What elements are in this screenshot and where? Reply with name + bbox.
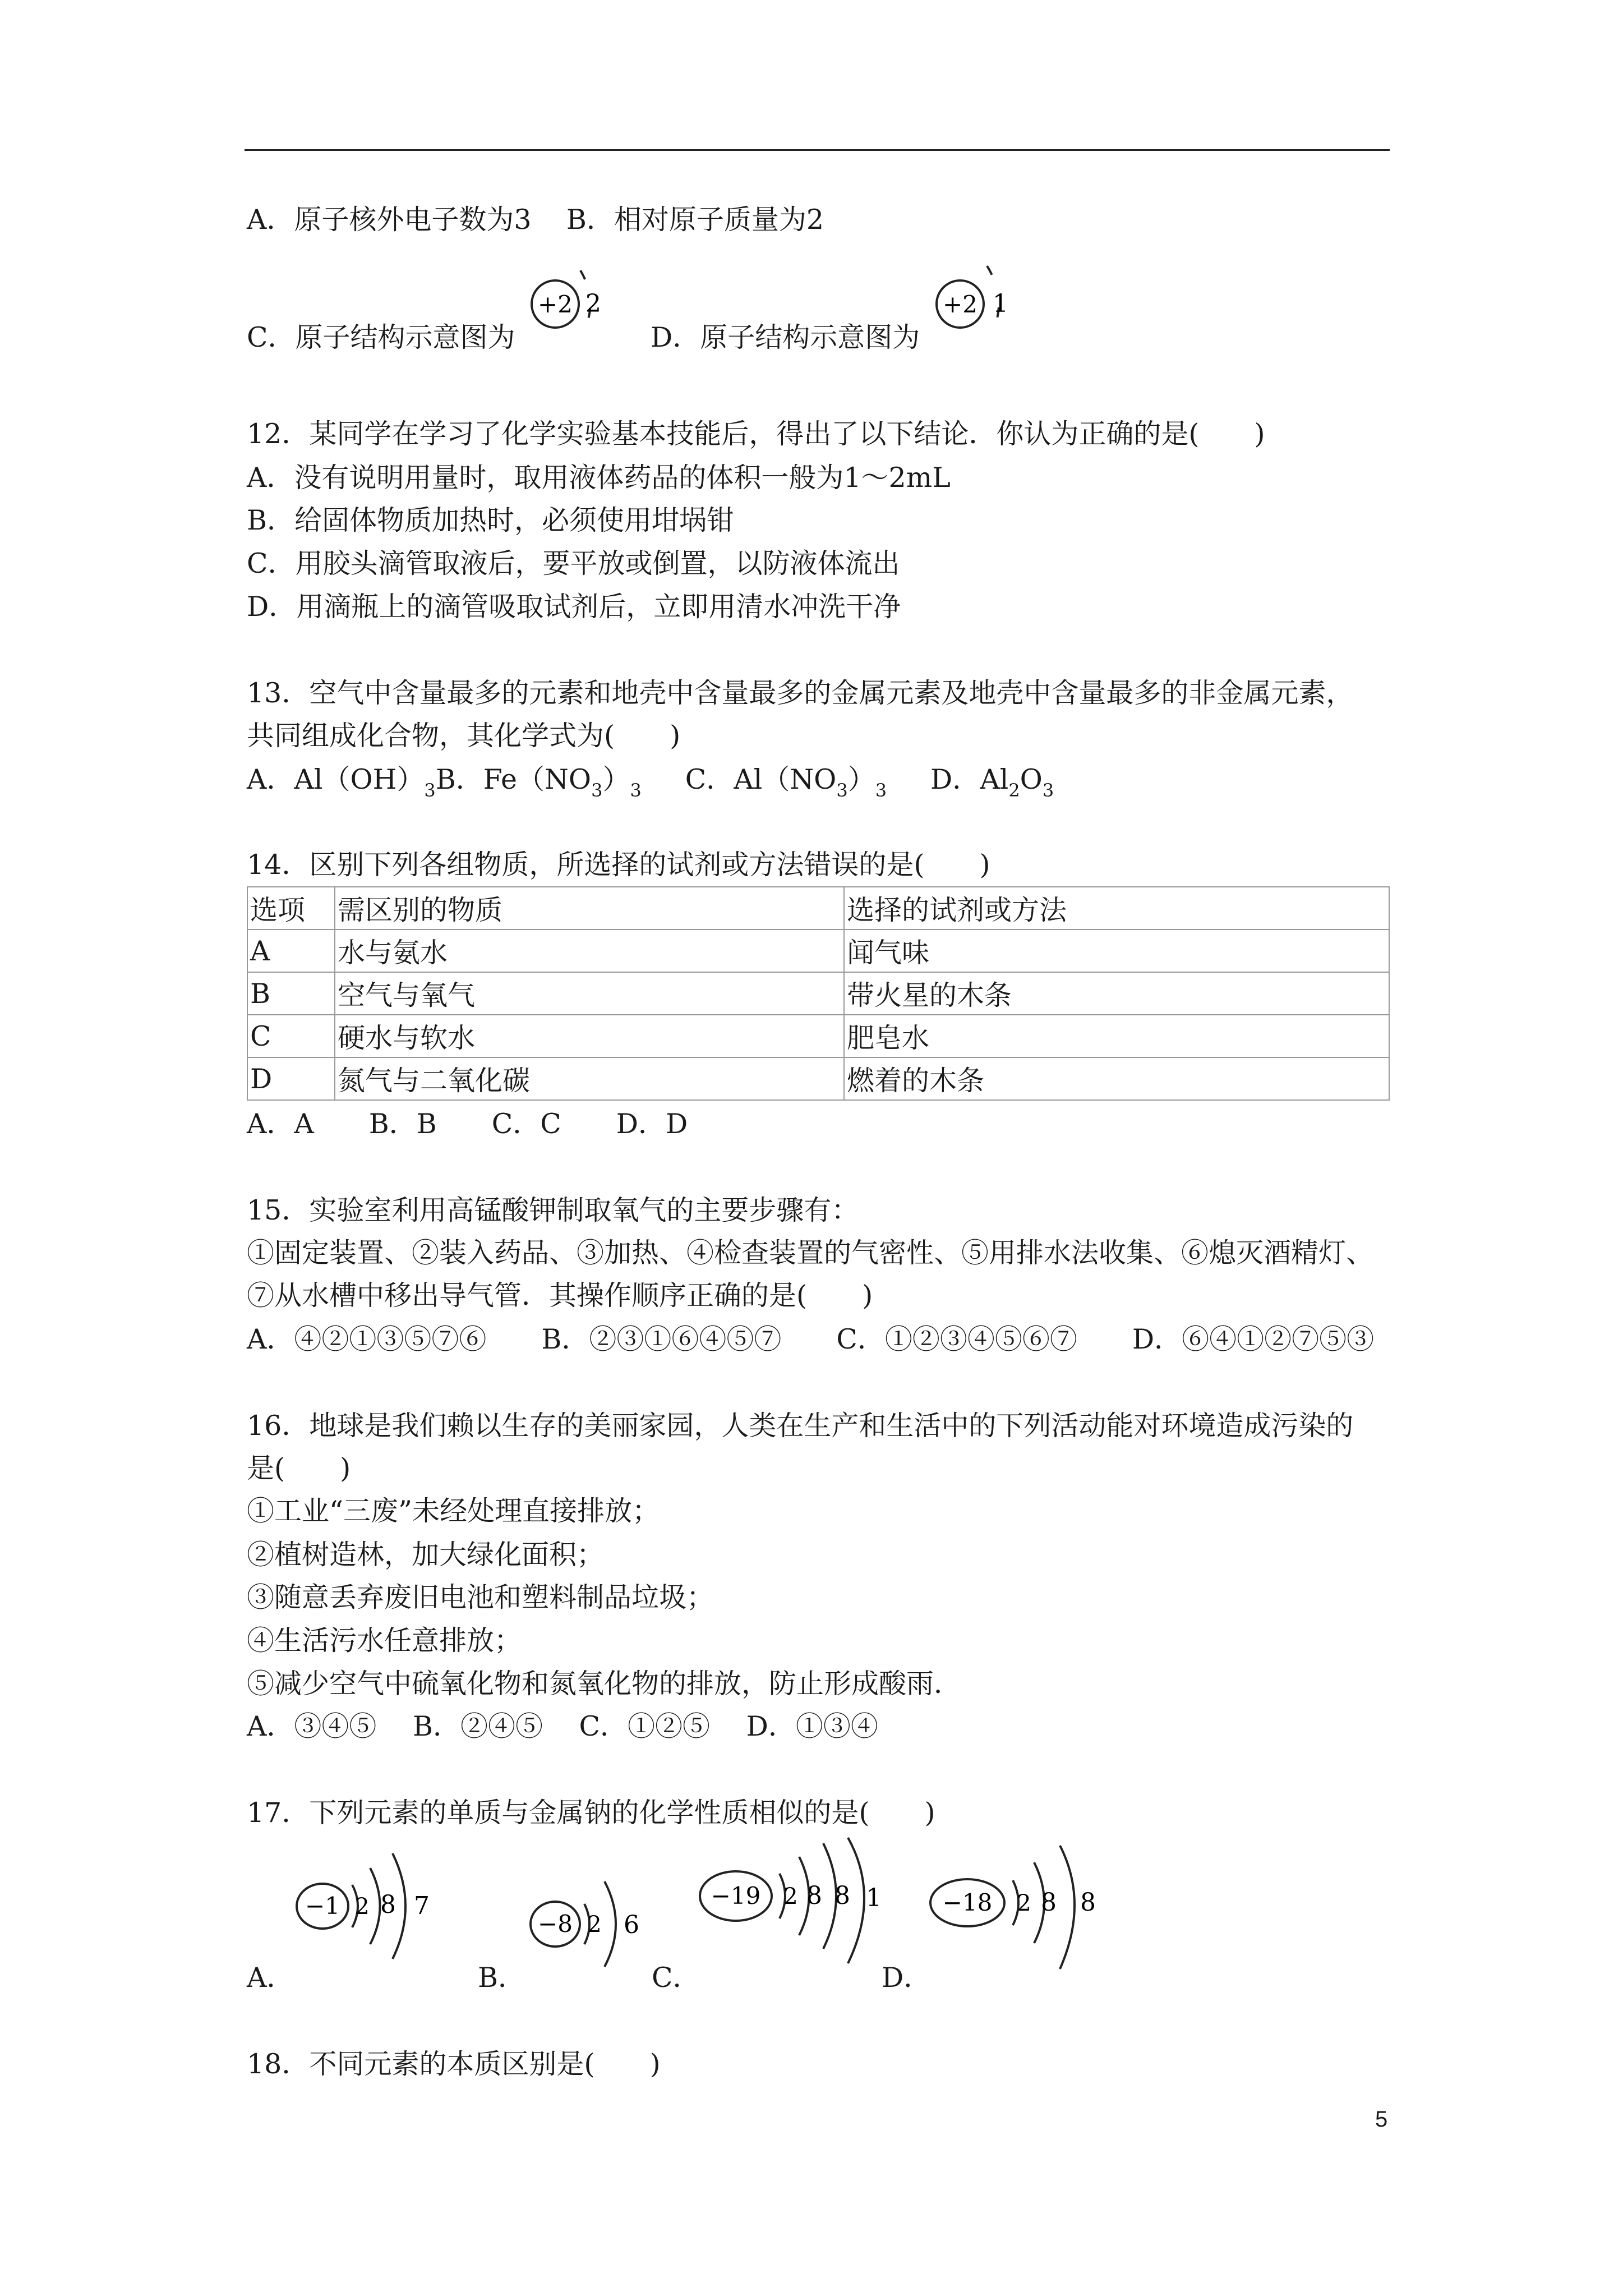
- table-cell: 空气与氧气: [335, 972, 844, 1015]
- atom-nucleus-charge: −19: [711, 1882, 761, 1910]
- q15-steps-line2: ⑦从水槽中移出导气管．其操作顺序正确的是( ): [247, 1280, 873, 1312]
- atom-nucleus-charge: −18: [942, 1889, 993, 1916]
- atom-shell-electrons: 8: [1080, 1888, 1096, 1917]
- table-header-row: [247, 887, 1389, 930]
- q12-option-a: A．没有说明用量时，取用液体药品的体积一般为1～2mL: [247, 462, 951, 494]
- q11-options-ab: A．原子核外电子数为3 B．相对原子质量为2: [247, 204, 824, 236]
- atom-diagram-q17b: [522, 1868, 656, 1975]
- q15-steps-line1: ①固定装置、②装入药品、③加热、④检查装置的气密性、⑤用排水法收集、⑥熄灭酒精灯、: [247, 1237, 1374, 1269]
- q16-item-5: ⑤减少空气中硫氧化物和氮氧化物的排放，防止形成酸雨．: [247, 1668, 962, 1700]
- table-header-cell: 需区别的物质: [335, 887, 844, 930]
- atom-shell-electrons: 2: [1017, 1890, 1031, 1916]
- table-cell: 氮气与二氧化碳: [335, 1057, 844, 1100]
- q13-stem-line1: 13．空气中含量最多的元素和地壳中含量最多的金属元素及地壳中含量最多的非金属元素，: [247, 677, 1354, 709]
- atom-diagram-q11c: [527, 258, 606, 353]
- table-cell: C: [247, 1015, 335, 1057]
- atom-shell-electrons: 2: [783, 1884, 798, 1910]
- table-cell: B: [247, 972, 335, 1015]
- table-header-cell: 选择的试剂或方法: [844, 887, 1389, 930]
- q17-label-b: B．: [478, 1962, 526, 1994]
- atom-shell-electrons: 8: [380, 1890, 396, 1919]
- q11-option-d: D．原子结构示意图为: [651, 321, 920, 353]
- table-cell: 闻气味: [844, 930, 1389, 972]
- table-row: [247, 972, 1389, 1015]
- table-row: [247, 1057, 1389, 1100]
- table-cell: 硬水与软水: [335, 1015, 844, 1057]
- q16-item-2: ②植树造林，加大绿化面积；: [247, 1539, 605, 1571]
- atom-nucleus-charge: +2: [943, 291, 978, 318]
- q15-stem: 15．实验室利用高锰酸钾制取氧气的主要步骤有：: [247, 1194, 859, 1226]
- q12-option-d: D．用滴瓶上的滴管吸取试剂后，立即用清水冲洗干净: [247, 591, 901, 623]
- atom-diagram-q17a: [286, 1840, 449, 1980]
- atom-shell-electrons: 7: [414, 1892, 430, 1920]
- table-header-cell: 选项: [247, 887, 335, 930]
- atom-shell-electrons: 2: [355, 1894, 370, 1920]
- table-cell: 燃着的木条: [844, 1057, 1389, 1100]
- q13-options: A．$Al(OH)_3B$．$Fe(NO_3)_3$ C．$Al(NO_3)_3$ D．$Al_2O_3$: [247, 763, 1054, 801]
- table-cell: 水与氨水: [335, 930, 844, 972]
- atom-shell-electrons: 8: [1041, 1888, 1057, 1917]
- q12-stem: 12．某同学在学习了化学实验基本技能后，得出了以下结论．你认为正确的是( ): [247, 418, 1265, 450]
- table-cell: 肥皂水: [844, 1015, 1389, 1057]
- q17-label-a: A．: [247, 1962, 294, 1994]
- q17-label-d: D．: [882, 1962, 932, 1994]
- atom-shell-electrons: 8: [834, 1881, 850, 1910]
- table-cell: D: [247, 1057, 335, 1100]
- q13-stem-line2: 共同组成化合物，其化学式为( ): [247, 720, 681, 752]
- atom-shell-electrons: 8: [806, 1881, 822, 1910]
- atom-shell-electrons: 1: [993, 289, 1008, 318]
- table-cell: A: [247, 930, 335, 972]
- q16-stem-line2: 是( ): [247, 1452, 351, 1484]
- atom-nucleus-charge: −1: [305, 1892, 340, 1920]
- header-rule: [245, 149, 1390, 151]
- atom-shell-electrons: 2: [587, 1912, 602, 1938]
- atom-diagram-q17c: [695, 1834, 914, 1980]
- q16-options: A．③④⑤ B．②④⑤ C．①②⑤ D．①③④: [247, 1710, 878, 1742]
- q17-label-c: C．: [652, 1962, 700, 1994]
- q14-table: [247, 886, 1390, 1101]
- atom-shell-electrons: 6: [624, 1911, 639, 1939]
- page-number: 5: [1375, 2107, 1388, 2132]
- q16-item-4: ④生活污水任意排放；: [247, 1625, 522, 1657]
- atom-nucleus-charge: +2: [538, 291, 573, 318]
- atom-nucleus-charge: −8: [538, 1910, 573, 1938]
- q12-option-b: B．给固体物质加热时，必须使用坩埚钳: [247, 504, 735, 536]
- q18-stem: 18．不同元素的本质区别是( ): [247, 2048, 661, 2080]
- q17-stem: 17．下列元素的单质与金属钠的化学性质相似的是( ): [247, 1797, 935, 1829]
- q16-item-1: ①工业“三废”未经处理直接排放；: [247, 1495, 660, 1527]
- table-row: [247, 1015, 1389, 1057]
- atom-shell-electrons: 2: [585, 289, 601, 318]
- atom-diagram-q17d: [925, 1840, 1116, 1986]
- table-cell: 带火星的木条: [844, 972, 1389, 1015]
- q12-option-c: C．用胶头滴管取液后，要平放或倒置，以防液体流出: [247, 547, 900, 579]
- atom-diagram-q11d: [931, 258, 1015, 353]
- q14-stem: 14．区别下列各组物质，所选择的试剂或方法错误的是( ): [247, 849, 990, 881]
- q14-options: A．A B．B C．C D．D: [247, 1108, 688, 1140]
- q16-stem-line1: 16．地球是我们赖以生存的美丽家园，人类在生产和生活中的下列活动能对环境造成污染的: [247, 1410, 1354, 1442]
- q11-option-c: C．原子结构示意图为: [247, 321, 515, 353]
- q15-options: A．④②①③⑤⑦⑥ B．②③①⑥④⑤⑦ C．①②③④⑤⑥⑦ D．⑥④①②⑦⑤③: [247, 1323, 1375, 1355]
- atom-shell-electrons: 1: [866, 1884, 882, 1912]
- table-row: [247, 930, 1389, 972]
- q16-item-3: ③随意丢弃废旧电池和塑料制品垃圾；: [247, 1581, 714, 1613]
